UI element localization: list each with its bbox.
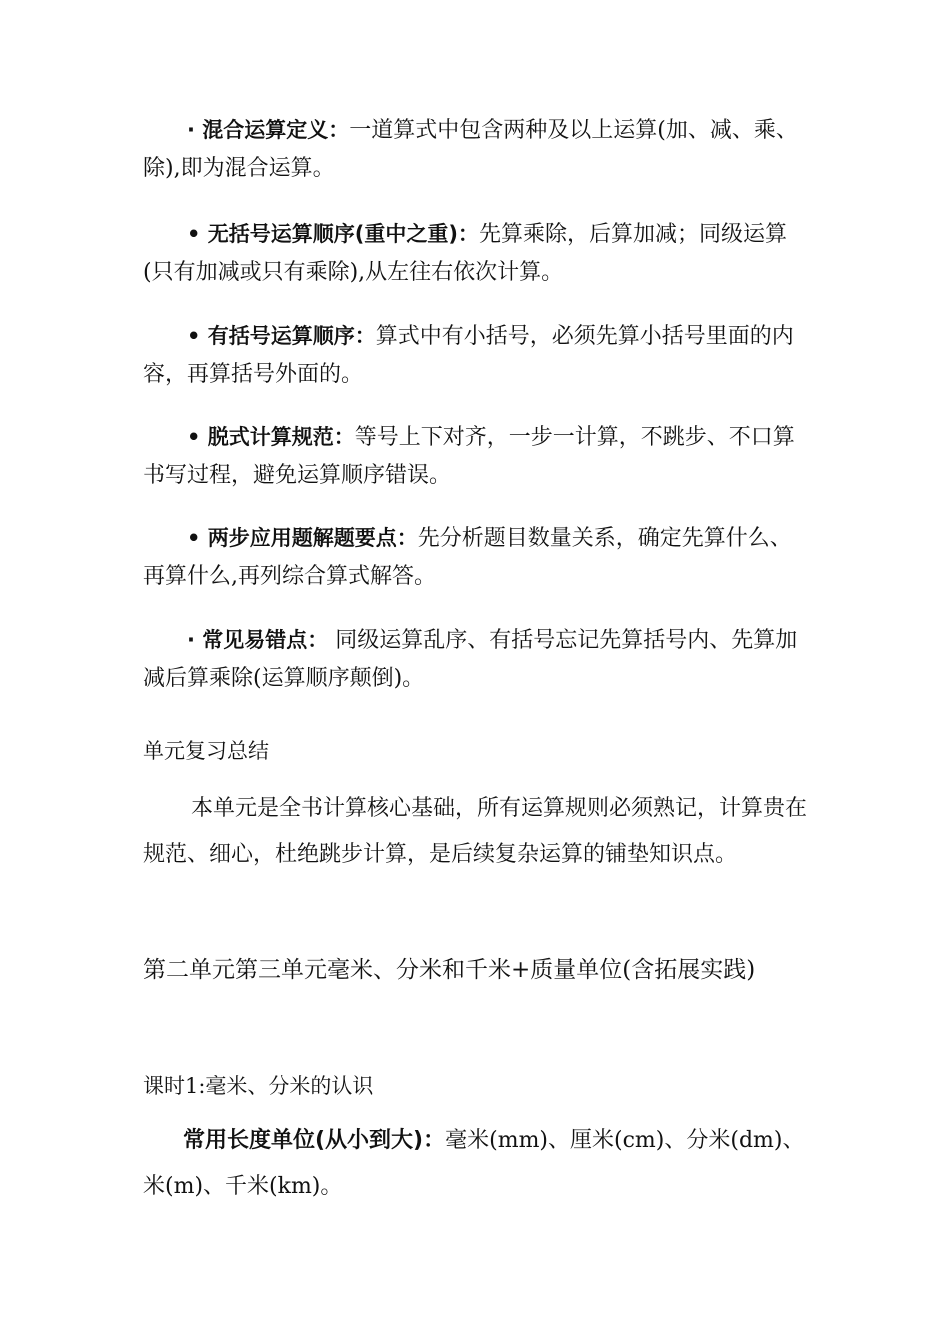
bullet-text: 一道算式中包含两种及以上运算(加、减、乘、除),即为混合运算。 bbox=[143, 118, 798, 181]
bullet-step-calculation-rules bbox=[143, 418, 808, 495]
review-heading: 单元复习总结 bbox=[143, 739, 269, 763]
bullet-two-step-problems bbox=[143, 519, 808, 596]
unit-heading: 第二单元第三单元毫米、分米和千米+质量单位(含拓展实践) bbox=[143, 957, 756, 983]
length-units-term: 常用长度单位(从小到大)： bbox=[183, 1128, 446, 1153]
length-units-paragraph bbox=[143, 1118, 808, 1210]
bullet-text: 等号上下对齐，一步一计算，不跳步、不口算书写过程，避免运算顺序错误。 bbox=[143, 425, 795, 488]
bullet-term: • 无括号运算顺序(重中之重)： bbox=[187, 222, 479, 246]
lesson-heading: 课时1:毫米、分米的认识 bbox=[143, 1074, 374, 1098]
bullet-no-parentheses-order bbox=[143, 215, 808, 292]
bullet-term: • 两步应用题解题要点： bbox=[187, 526, 418, 550]
bullet-term: · 常见易错点： bbox=[187, 628, 329, 652]
length-units-text: 毫米(mm)、厘米(cm)、分米(dm)、米(m)、千米(km)。 bbox=[143, 1128, 805, 1199]
bullet-common-mistakes bbox=[143, 621, 808, 698]
bullet-text: 算式中有小括号，必须先算小括号里面的内容，再算括号外面的。 bbox=[143, 324, 794, 387]
bullet-parentheses-order bbox=[143, 317, 808, 394]
bullet-text: 先分析题目数量关系，确定先算什么、再算什么,再列综合算式解答。 bbox=[143, 526, 792, 589]
bullet-mixed-operation-definition bbox=[143, 111, 808, 188]
bullet-text: 先算乘除，后算加减；同级运算(只有加减或只有乘除),从左往右依次计算。 bbox=[143, 222, 787, 285]
review-paragraph: 本单元是全书计算核心基础，所有运算规则必须熟记，计算贵在规范、细心，杜绝跳步计算，是后续复杂运算的铺垫知识点。 bbox=[143, 796, 808, 867]
bullet-term: · 混合运算定义： bbox=[187, 118, 350, 142]
bullet-term: • 脱式计算规范： bbox=[187, 425, 355, 449]
bullet-term: • 有括号运算顺序： bbox=[187, 324, 376, 348]
bullet-text: 同级运算乱序、有括号忘记先算括号内、先算加减后算乘除(运算顺序颠倒)。 bbox=[143, 628, 798, 691]
